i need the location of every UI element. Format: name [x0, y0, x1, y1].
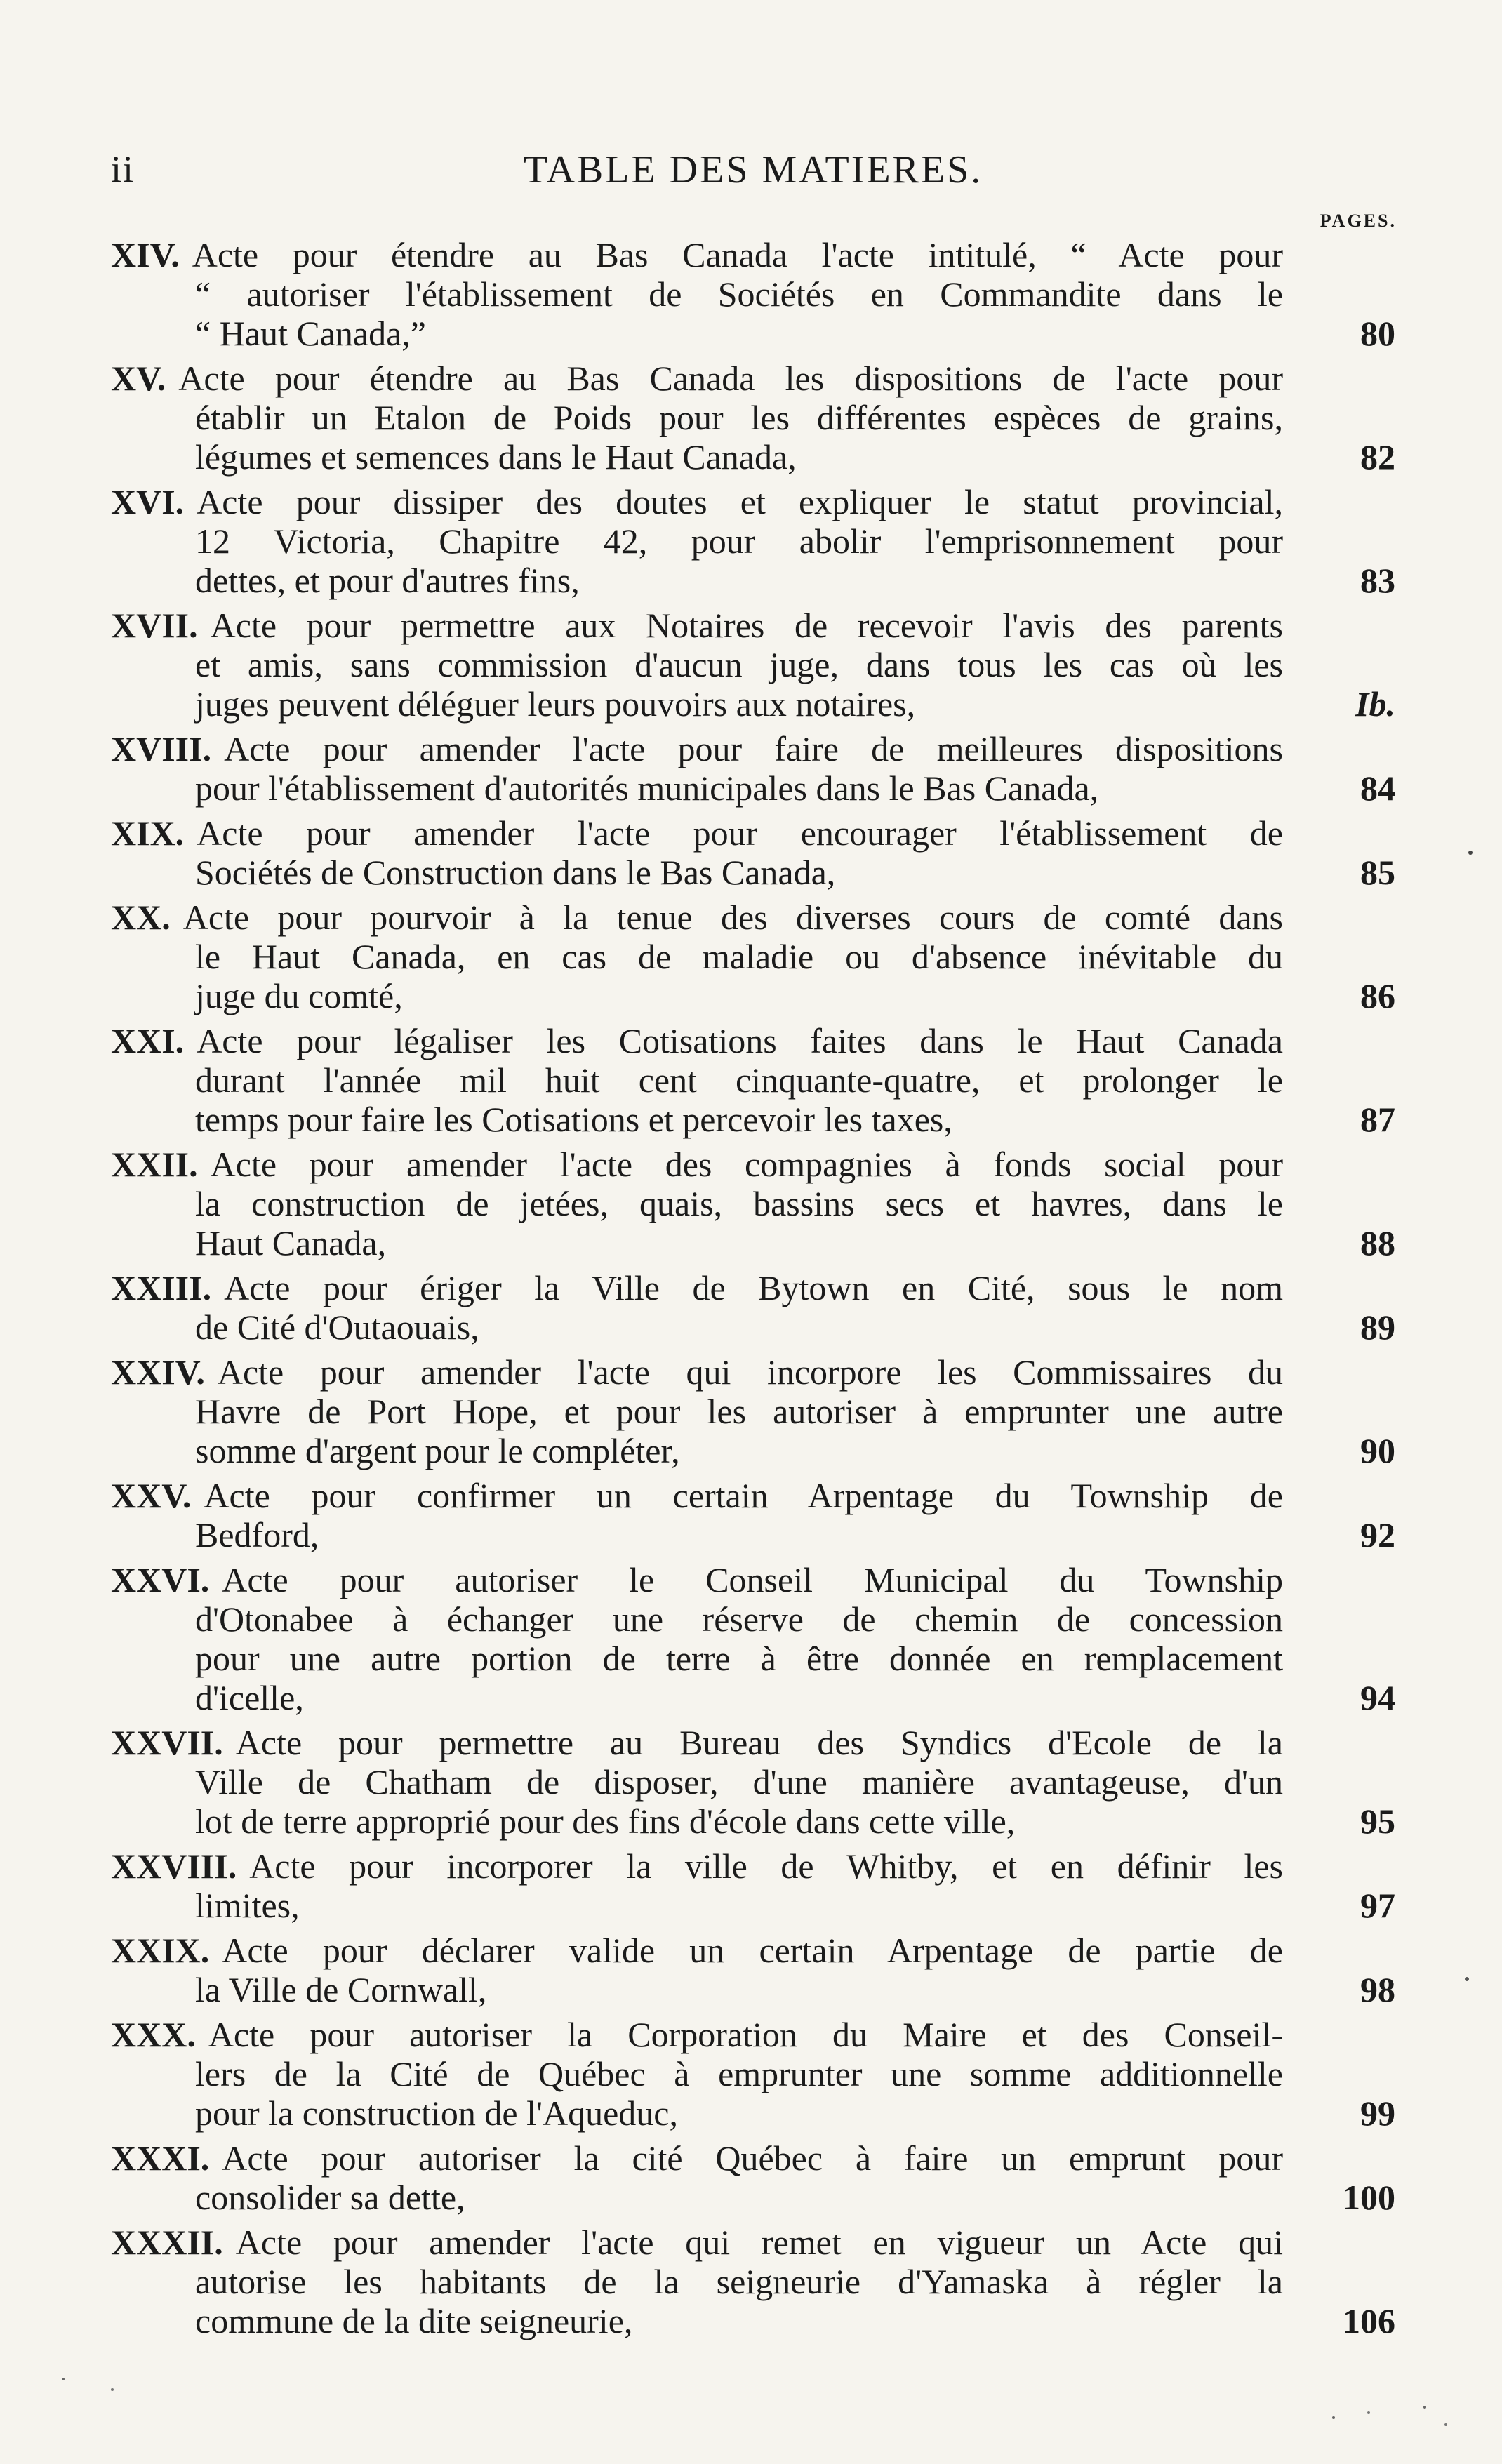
page-reference: 85: [1360, 853, 1395, 892]
chapter-numeral: XXXII.: [111, 2223, 223, 2262]
chapter-numeral: XV.: [111, 359, 166, 398]
entry-text: limites,: [195, 1886, 300, 1925]
toc-entry-line: [111, 1846, 1395, 1886]
toc-entry-line: [111, 2223, 1395, 2262]
toc-entry-line: [111, 314, 1395, 353]
entry-text: juge du comté,: [195, 976, 403, 1015]
toc-entry-line: [111, 2093, 1395, 2133]
toc-entry: [111, 359, 1395, 477]
entry-text: “ autoriser l'établissement de Sociétés en Commandite dans le: [195, 274, 1283, 314]
chapter-numeral: XVII.: [111, 606, 198, 645]
chapter-numeral: XIX.: [111, 813, 185, 853]
toc-entry-line: [111, 482, 1395, 521]
toc-entry: [111, 1476, 1395, 1554]
entry-text: Acte pour autoriser le Conseil Municipal du Township: [222, 1560, 1283, 1599]
table-of-contents: [111, 235, 1395, 2346]
chapter-numeral: XXII.: [111, 1145, 198, 1184]
entry-text: Acte pour déclarer valide un certain Arpentage de partie de: [222, 1931, 1283, 1970]
entry-text: autorise les habitants de la seigneurie d'Yamaska à régler la: [195, 2262, 1283, 2301]
page-reference: 87: [1360, 1100, 1395, 1139]
entry-text: et amis, sans commission d'aucun juge, dans tous les cas où les: [195, 645, 1283, 684]
toc-entry-line: [111, 1431, 1395, 1470]
page-reference: 92: [1360, 1515, 1395, 1554]
page-reference: 88: [1360, 1223, 1395, 1263]
toc-entry: [111, 1145, 1395, 1263]
page-reference: Ib.: [1355, 684, 1395, 724]
page-reference: 89: [1360, 1307, 1395, 1347]
entry-text: d'icelle,: [195, 1678, 304, 1717]
toc-entry-line: [111, 398, 1395, 437]
page-reference: 99: [1360, 2093, 1395, 2133]
toc-entry: [111, 1560, 1395, 1717]
toc-entry-line: [111, 521, 1395, 561]
entry-text: de Cité d'Outaouais,: [195, 1307, 479, 1347]
toc-entry-line: [111, 898, 1395, 937]
toc-entry-line: [111, 1931, 1395, 1970]
entry-text: Acte pour autoriser la cité Québec à faire un emprunt pour: [222, 2138, 1283, 2178]
entry-text: Acte pour ériger la Ville de Bytown en Cité, sous le nom: [224, 1268, 1283, 1307]
page-reference: 100: [1343, 2178, 1395, 2217]
page-reference: 95: [1360, 1802, 1395, 1841]
pages-column-label: PAGES.: [1320, 211, 1397, 231]
toc-entry-line: [111, 2138, 1395, 2178]
entry-text: Acte pour permettre aux Notaires de recevoir l'avis des parents: [210, 606, 1283, 645]
toc-entry-line: [111, 1970, 1395, 2009]
chapter-numeral: XXXI.: [111, 2138, 210, 2178]
entry-text: pour une autre portion de terre à être donnée en remplacement: [195, 1639, 1283, 1678]
page-reference: 97: [1360, 1886, 1395, 1925]
entry-text: d'Otonabee à échanger une réserve de chemin de concession: [195, 1599, 1283, 1639]
entry-text: temps pour faire les Cotisations et percevoir les taxes,: [195, 1100, 952, 1139]
page-reference: 80: [1360, 314, 1395, 353]
toc-entry: [111, 1021, 1395, 1139]
toc-entry: [111, 898, 1395, 1015]
entry-text: “ Haut Canada,”: [195, 314, 427, 353]
toc-entry-line: [111, 2178, 1395, 2217]
entry-text: Acte pour pourvoir à la tenue des diverses cours de comté dans: [182, 898, 1283, 937]
toc-entry-line: [111, 1599, 1395, 1639]
toc-entry-line: [111, 768, 1395, 808]
page-reference: 84: [1360, 768, 1395, 808]
entry-text: Acte pour légaliser les Cotisations faites dans le Haut Canada: [197, 1021, 1283, 1060]
entry-text: Havre de Port Hope, et pour les autoriser à emprunter une autre: [195, 1392, 1283, 1431]
toc-entry-line: [111, 359, 1395, 398]
toc-entry-line: [111, 1268, 1395, 1307]
chapter-numeral: XXI.: [111, 1021, 185, 1060]
entry-text: Acte pour étendre au Bas Canada l'acte intitulé, “ Acte pour: [192, 235, 1283, 274]
toc-entry-line: [111, 1515, 1395, 1554]
entry-text: Acte pour amender l'acte des compagnies à fonds social pour: [210, 1145, 1283, 1184]
toc-entry: [111, 1931, 1395, 2009]
page-reference: 106: [1343, 2301, 1395, 2340]
toc-entry: [111, 606, 1395, 724]
page-reference: 86: [1360, 976, 1395, 1015]
toc-entry-line: [111, 1352, 1395, 1392]
toc-entry-line: [111, 2054, 1395, 2093]
entry-text: consolider sa dette,: [195, 2178, 465, 2217]
toc-entry-line: [111, 1886, 1395, 1925]
toc-entry-line: [111, 729, 1395, 768]
toc-entry-line: [111, 437, 1395, 477]
entry-text: Acte pour amender l'acte pour encourager l'établissement de: [197, 813, 1283, 853]
page-number: ii: [111, 148, 135, 190]
page-reference: 83: [1360, 561, 1395, 600]
entry-text: lers de la Cité de Québec à emprunter une somme additionnelle: [195, 2054, 1283, 2093]
entry-text: somme d'argent pour le compléter,: [195, 1431, 680, 1470]
toc-entry: [111, 729, 1395, 808]
entry-text: lot de terre approprié pour des fins d'école dans cette ville,: [195, 1802, 1016, 1841]
toc-entry-line: [111, 1184, 1395, 1223]
chapter-numeral: XXVIII.: [111, 1846, 237, 1886]
toc-entry-line: [111, 1802, 1395, 1841]
toc-entry: [111, 813, 1395, 892]
chapter-numeral: XXX.: [111, 2015, 196, 2054]
toc-entry-line: [111, 274, 1395, 314]
entry-text: pour l'établissement d'autorités municipales dans le Bas Canada,: [195, 768, 1099, 808]
entry-text: la Ville de Cornwall,: [195, 1970, 487, 2009]
chapter-numeral: XX.: [111, 898, 171, 937]
toc-entry-line: [111, 645, 1395, 684]
toc-entry: [111, 2138, 1395, 2217]
toc-entry: [111, 2015, 1395, 2133]
toc-entry-line: [111, 2262, 1395, 2301]
chapter-numeral: XXV.: [111, 1476, 192, 1515]
entry-text: Acte pour confirmer un certain Arpentage du Township de: [204, 1476, 1283, 1515]
chapter-numeral: XXIX.: [111, 1931, 210, 1970]
chapter-numeral: XVIII.: [111, 729, 212, 768]
page-title: TABLE DES MATIERES.: [523, 148, 983, 192]
chapter-numeral: XIV.: [111, 235, 180, 274]
page-reference: 98: [1360, 1970, 1395, 2009]
toc-entry-line: [111, 1060, 1395, 1100]
toc-entry: [111, 482, 1395, 600]
entry-text: établir un Etalon de Poids pour les différentes espèces de grains,: [195, 398, 1283, 437]
toc-entry-line: [111, 1476, 1395, 1515]
entry-text: la construction de jetées, quais, bassins secs et havres, dans le: [195, 1184, 1283, 1223]
chapter-numeral: XVI.: [111, 482, 185, 521]
toc-entry-line: [111, 937, 1395, 976]
toc-entry-line: [111, 684, 1395, 724]
entry-text: Haut Canada,: [195, 1223, 387, 1263]
entry-text: Bedford,: [195, 1515, 319, 1554]
toc-entry-line: [111, 1100, 1395, 1139]
entry-text: Acte pour incorporer la ville de Whitby, et en définir les: [249, 1846, 1283, 1886]
entry-text: Acte pour autoriser la Corporation du Maire et des Conseil-: [208, 2015, 1283, 2054]
chapter-numeral: XXIV.: [111, 1352, 205, 1392]
entry-text: le Haut Canada, en cas de maladie ou d'absence inévitable du: [195, 937, 1283, 976]
entry-text: durant l'année mil huit cent cinquante-quatre, et prolonger le: [195, 1060, 1283, 1100]
toc-entry-line: [111, 976, 1395, 1015]
toc-entry-line: [111, 2015, 1395, 2054]
entry-text: commune de la dite seigneurie,: [195, 2301, 633, 2340]
page-reference: 94: [1360, 1678, 1395, 1717]
entry-text: Acte pour permettre au Bureau des Syndics d'Ecole de la: [235, 1723, 1283, 1762]
toc-entry: [111, 1846, 1395, 1925]
toc-entry-line: [111, 2301, 1395, 2340]
toc-entry: [111, 235, 1395, 353]
toc-entry: [111, 1268, 1395, 1347]
chapter-numeral: XXIII.: [111, 1268, 212, 1307]
chapter-numeral: XXVI.: [111, 1560, 210, 1599]
toc-entry-line: [111, 1223, 1395, 1263]
toc-entry-line: [111, 853, 1395, 892]
entry-text: juges peuvent déléguer leurs pouvoirs aux notaires,: [195, 684, 916, 724]
toc-entry-line: [111, 1762, 1395, 1802]
entry-text: Acte pour amender l'acte pour faire de meilleures dispositions: [224, 729, 1283, 768]
toc-entry-line: [111, 1307, 1395, 1347]
toc-entry-line: [111, 1639, 1395, 1678]
toc-entry: [111, 2223, 1395, 2340]
entry-text: pour la construction de l'Aqueduc,: [195, 2093, 678, 2133]
toc-entry-line: [111, 1560, 1395, 1599]
toc-entry-line: [111, 606, 1395, 645]
entry-text: dettes, et pour d'autres fins,: [195, 561, 580, 600]
toc-entry-line: [111, 1021, 1395, 1060]
page-header: [111, 147, 1395, 197]
toc-entry-line: [111, 1678, 1395, 1717]
chapter-numeral: XXVII.: [111, 1723, 223, 1762]
toc-entry-line: [111, 1145, 1395, 1184]
entry-text: Acte pour amender l'acte qui remet en vigueur un Acte qui: [235, 2223, 1283, 2262]
toc-entry: [111, 1723, 1395, 1841]
toc-entry: [111, 1352, 1395, 1470]
page-reference: 82: [1360, 437, 1395, 477]
toc-entry-line: [111, 561, 1395, 600]
toc-entry-line: [111, 1392, 1395, 1431]
entry-text: 12 Victoria, Chapitre 42, pour abolir l'emprisonnement pour: [195, 521, 1283, 561]
entry-text: Ville de Chatham de disposer, d'une manière avantageuse, d'un: [195, 1762, 1283, 1802]
entry-text: Acte pour étendre au Bas Canada les dispositions de l'acte pour: [178, 359, 1283, 398]
entry-text: Acte pour amender l'acte qui incorpore les Commissaires du: [217, 1352, 1283, 1392]
toc-entry-line: [111, 235, 1395, 274]
page-reference: 90: [1360, 1431, 1395, 1470]
entry-text: Acte pour dissiper des doutes et expliquer le statut provincial,: [197, 482, 1283, 521]
toc-entry-line: [111, 1723, 1395, 1762]
entry-text: légumes et semences dans le Haut Canada,: [195, 437, 797, 477]
entry-text: Sociétés de Construction dans le Bas Canada,: [195, 853, 836, 892]
toc-entry-line: [111, 813, 1395, 853]
